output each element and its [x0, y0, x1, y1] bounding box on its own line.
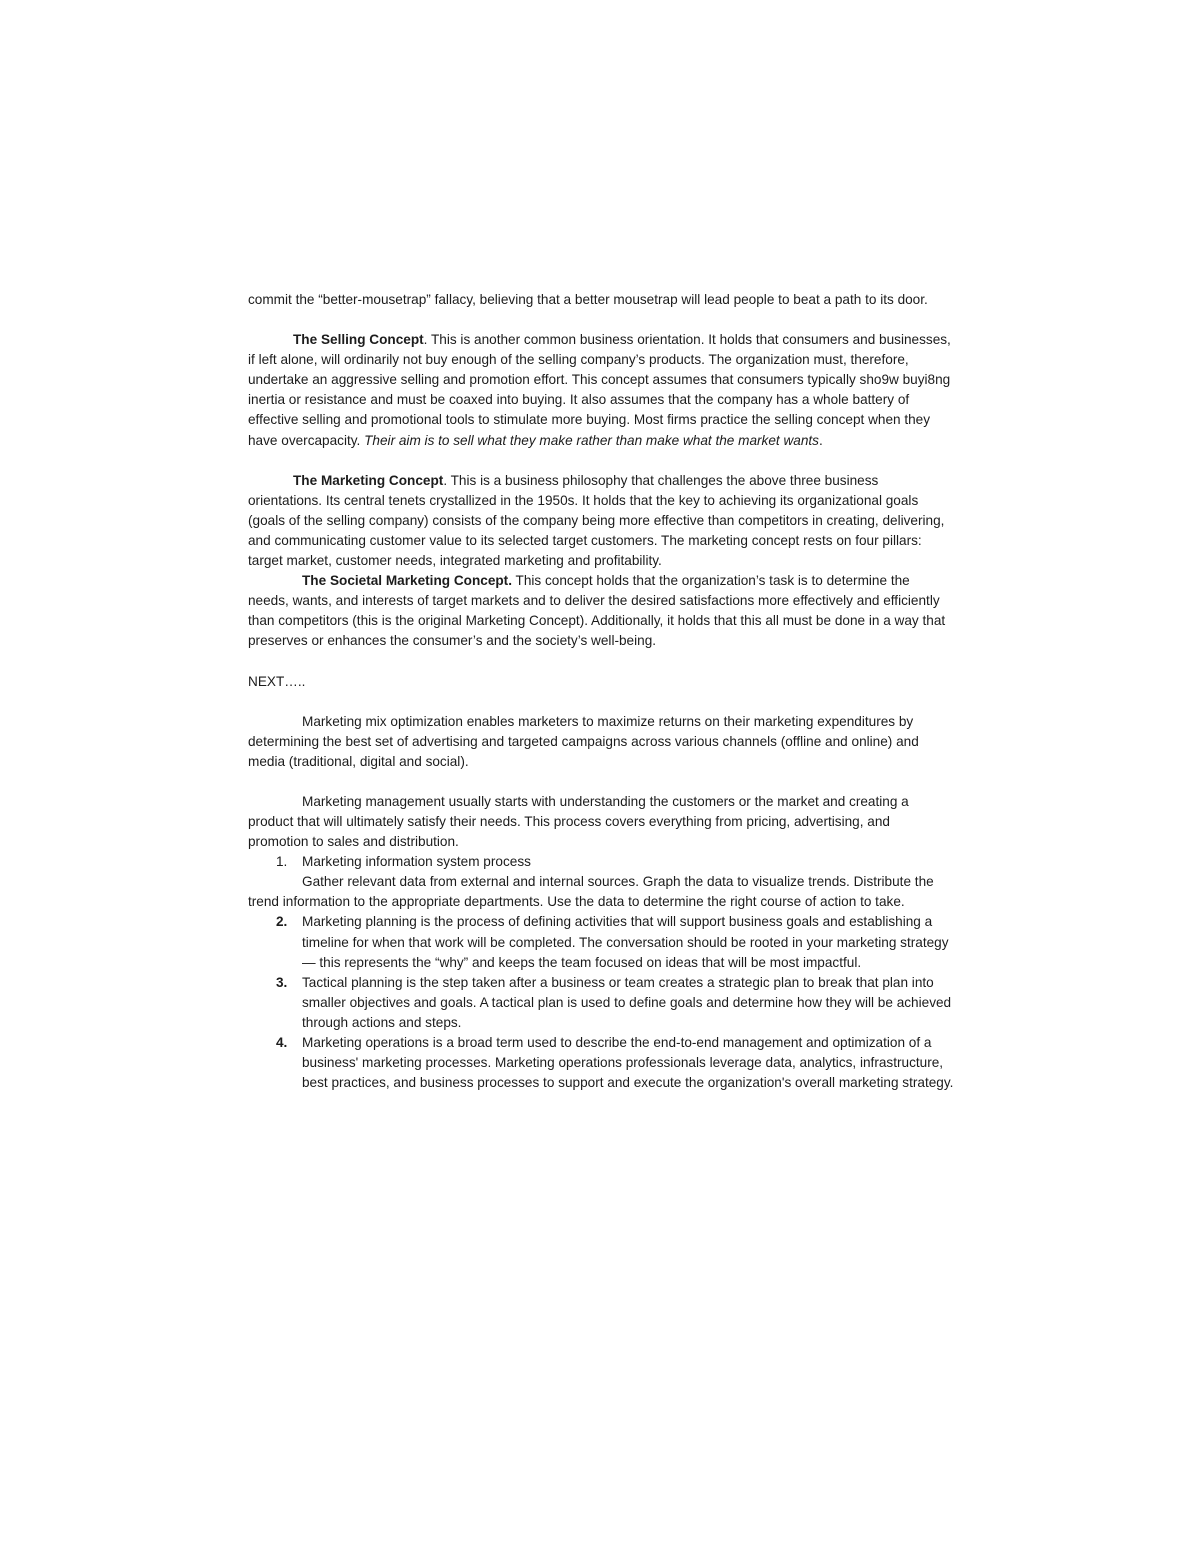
numbered-list: [248, 852, 954, 872]
list-item-text: Marketing information system process: [302, 854, 531, 870]
marketing-mix-paragraph: Marketing mix optimization enables marketers to maximize returns on their marketing expenditures by determining the best set of advertising and targeted campaigns across various channels (offline and online) and media (traditional, digital and social).: [248, 713, 919, 769]
list-item: [248, 912, 954, 972]
list-continuation-paragraph: Gather relevant data from external and internal sources. Graph the data to visualize trends. Distribute the trend information to the appropriate departments. Use the data to determine the right course of action to take.: [248, 874, 934, 910]
list-number: 3.: [276, 974, 288, 990]
selling-concept-body: . This is another common business orientation. It holds that consumers and businesses, if left alone, will ordinarily not buy enough of the selling company’s products. The organization must, therefore, undertake an aggressive selling and promotion effort. This concept assumes that consumers typically sho9w buyi8ng inertia or resistance and must be coaxed into buying. It also assumes that the company has a whole battery of effective selling and promotional tools to stimulate more buying. Most firms practice the selling concept when they have overcapacity.: [248, 332, 951, 448]
societal-concept-heading: The Societal Marketing Concept.: [302, 573, 512, 589]
numbered-list: [248, 912, 954, 1093]
marketing-concept-body: . This is a business philosophy that challenges the above three business orientations. Its central tenets crystallized in the 1950s. It holds that the key to achieving its organizational goals (goals of the selling company) consists of the company being more effective than competitors in creating, delivering, and communicating customer value to its selected target customers. The marketing concept rests on four pillars: target market, customer needs, integrated marketing and profitability.: [248, 472, 945, 569]
document-page: [248, 290, 954, 1093]
list-item: [248, 852, 954, 872]
societal-concept-paragraph: [248, 571, 954, 651]
list-number: 1.: [276, 854, 288, 870]
marketing-management-paragraph: Marketing management usually starts with understanding the customers or the market and creating a product that will ultimately satisfy their needs. This process covers everything from pricing, advertising, and promotion to sales and distribution.: [248, 793, 909, 850]
intro-paragraph: commit the “better-mousetrap” fallacy, believing that a better mousetrap will lead people to beat a path to its door.: [248, 292, 928, 307]
list-item: [248, 973, 954, 1033]
list-item-text: Marketing operations is a broad term used to describe the end-to-end management and optimization of a business' marketing processes. Marketing operations professionals leverage data, analytics, infrastructure, best practices, and business processes to support and execute the organization's overall marketing strategy.: [302, 1035, 954, 1091]
list-number: 4.: [276, 1035, 288, 1050]
selling-concept-heading: The Selling Concept: [293, 332, 424, 348]
list-number: 2.: [276, 914, 288, 930]
marketing-concept-heading: The Marketing Concept: [293, 472, 444, 488]
selling-concept-paragraph: [248, 330, 954, 451]
list-item: [248, 1033, 954, 1093]
selling-concept-end: .: [818, 432, 823, 448]
next-label: NEXT…..: [248, 673, 306, 689]
list-item-text: Tactical planning is the step taken after a business or team creates a strategic plan to break that plan into smaller objectives and goals. A tactical plan is used to define goals and determine how they will be achieved through actions and steps.: [302, 974, 952, 1030]
list-item-text: Marketing planning is the process of defining activities that will support business goals and establishing a timeline for when that work will be completed. The conversation should be rooted in your marketing strategy — this represents the “why” and keeps the team focused on ideas that will be most impactful.: [302, 914, 949, 970]
societal-concept-body: This concept holds that the organization’s task is to determine the needs, wants, and interests of target markets and to deliver the desired satisfactions more effectively and efficiently than competitors (this is the original Marketing Concept). Additionally, it holds that this all must be done in a way that preserves or enhances the consumer’s and the society’s well-being.: [248, 573, 946, 649]
marketing-concept-paragraph: [248, 471, 954, 571]
selling-concept-emphasis: Their aim is to sell what they make rather than make what the market wants: [364, 432, 819, 448]
